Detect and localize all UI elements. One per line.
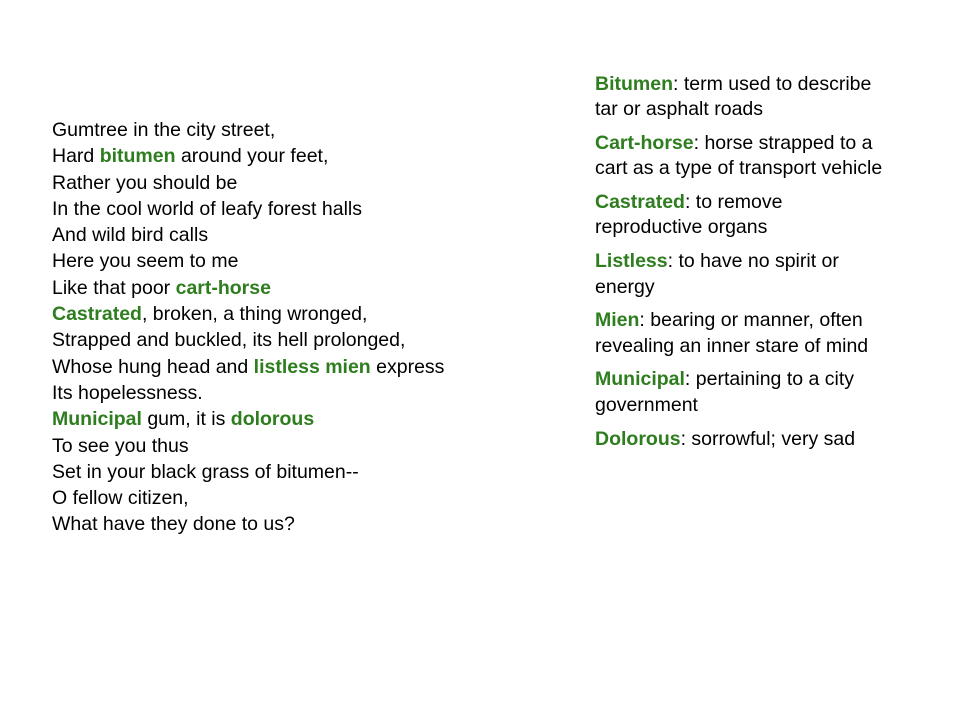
poem-text-segment: Whose hung head and: [52, 355, 254, 378]
poem-line: [52, 485, 552, 511]
glossary-entry: [595, 131, 885, 182]
glossary-entry: [595, 427, 885, 452]
glossary-term: Municipal: [595, 368, 685, 391]
glossary-entry: [595, 367, 885, 418]
poem-line: [52, 170, 552, 196]
poem-line: [52, 511, 552, 537]
glossary-term: Cart-horse: [595, 132, 694, 155]
glossary-term: Castrated: [595, 191, 685, 214]
poem-line: [52, 406, 552, 432]
poem-text-segment: In the cool world of leafy forest halls: [52, 197, 362, 220]
poem-line: [52, 143, 552, 169]
glossary-word: cart-horse: [175, 276, 271, 299]
poem-text-segment: Hard: [52, 145, 100, 168]
poem-text: [52, 117, 552, 538]
glossary-definition: : to have no spirit or energy: [595, 250, 839, 298]
poem-text-segment: gum, it is: [141, 408, 231, 431]
glossary-definition: : term used to describe tar or asphalt roads: [595, 73, 872, 121]
glossary-definition: : to remove reproductive organs: [595, 191, 783, 239]
glossary-word: bitumen: [99, 145, 176, 168]
poem-text-segment: What have they done to us?: [52, 513, 295, 536]
poem-text-segment: Here you seem to me: [52, 250, 239, 273]
poem-text-segment: O fellow citizen,: [52, 487, 189, 510]
glossary-term: Dolorous: [595, 427, 681, 450]
poem-line: [52, 354, 552, 380]
poem-line: [52, 275, 552, 301]
poem-text-segment: around your feet,: [175, 145, 329, 168]
poem-text-segment: Strapped and buckled, its hell prolonged,: [52, 329, 406, 352]
poem-text-segment: express: [370, 355, 445, 378]
poem-line: [52, 380, 552, 406]
glossary-definition: : sorrowful; very sad: [680, 427, 856, 450]
glossary-word: dolorous: [230, 408, 315, 431]
poem-line: [52, 459, 552, 485]
glossary-word: Municipal: [52, 408, 142, 431]
glossary-definition: : bearing or manner, often revealing an inner stare of mind: [595, 309, 869, 357]
glossary-word: listless mien: [253, 355, 371, 378]
poem-line: [52, 327, 552, 353]
glossary-list: [595, 72, 885, 460]
glossary-term: Bitumen: [595, 73, 673, 95]
poem-text-segment: Like that poor: [52, 276, 176, 299]
poem-text-segment: Rather you should be: [52, 171, 238, 194]
poem-text-segment: Set in your black grass of bitumen--: [52, 460, 359, 483]
poem-text-segment: And wild bird calls: [52, 224, 209, 247]
poem-line: [52, 433, 552, 459]
poem-line: [52, 196, 552, 222]
glossary-entry: [595, 190, 885, 241]
poem-line: [52, 248, 552, 274]
glossary-definition: : horse strapped to a cart as a type of transport vehicle: [595, 132, 883, 180]
poem-text-segment: , broken, a thing wronged,: [141, 303, 368, 326]
poem-line: [52, 117, 552, 143]
glossary-entry: [595, 72, 885, 123]
poem-line: [52, 222, 552, 248]
poem-text-segment: To see you thus: [52, 434, 189, 457]
glossary-definition: : pertaining to a city government: [595, 368, 855, 416]
poem-text-segment: Its hopelessness.: [52, 381, 203, 404]
glossary-entry: [595, 308, 885, 359]
poem-text-segment: Gumtree in the city street,: [52, 119, 276, 141]
glossary-term: Listless: [595, 250, 668, 273]
glossary-word: Castrated: [52, 303, 142, 326]
poem-line: [52, 301, 552, 327]
glossary-entry: [595, 249, 885, 300]
glossary-term: Mien: [595, 309, 640, 332]
